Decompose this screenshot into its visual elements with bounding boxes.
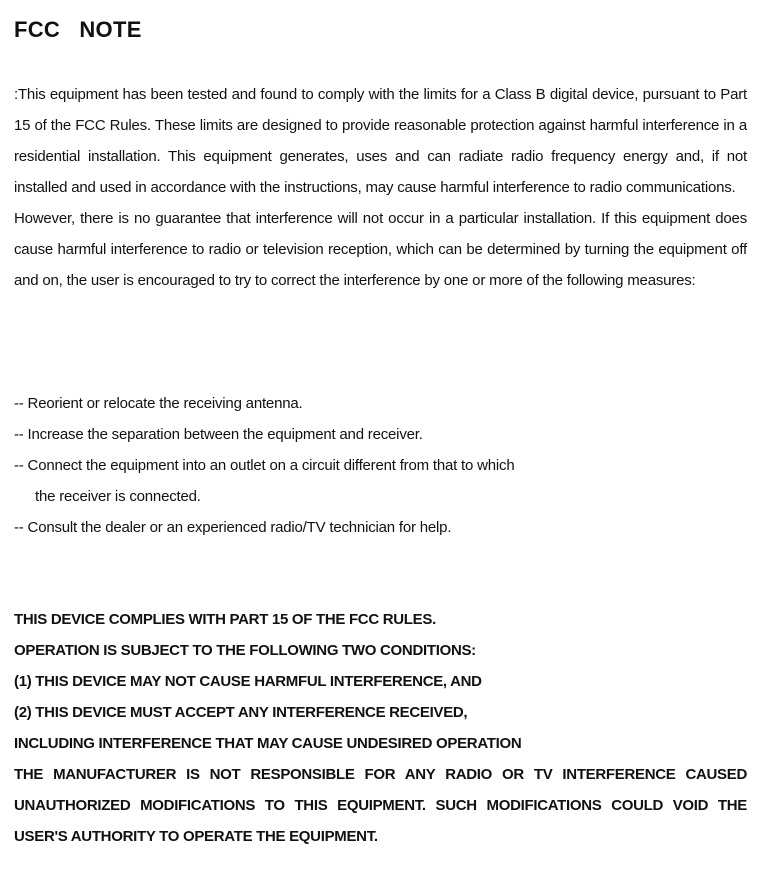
- manufacturer-disclaimer: THE MANUFACTURER IS NOT RESPONSIBLE FOR ANY RADIO OR TV INTERFERENCE CAUSED UNAUTHORIZED MODIFICATIONS TO THIS EQUIPMENT. SUCH MODIFICATIONS COULD VOID THE USER'S AUTHORITY TO OPERATE THE EQUIPMENT.: [14, 766, 747, 845]
- paragraph-testing: :This equipment has been tested and found to comply with the limits for a Class B digital device, pursuant to Part 15 of the FCC Rules. These limits are designed to provide reasonable protection against harmful interference in a residential installation. This equipment generates, uses and can radiate radio frequency energy and, if not installed and used in accordance with the instructions, may cause harmful interference to radio communications.: [14, 86, 747, 196]
- compliance-line: INCLUDING INTERFERENCE THAT MAY CAUSE UNDESIRED OPERATION: [14, 735, 522, 752]
- compliance-line: THIS DEVICE COMPLIES WITH PART 15 OF THE FCC RULES.: [14, 611, 436, 628]
- list-item-continuation: the receiver is connected.: [35, 488, 201, 505]
- list-item: -- Reorient or relocate the receiving antenna.: [14, 395, 303, 412]
- compliance-statement: [14, 604, 747, 852]
- paragraph-no-guarantee: However, there is no guarantee that interference will not occur in a particular installation. If this equipment does cause harmful interference to radio or television reception, which can be determined by turning the equipment off and on, the user is encouraged to try to correct the interference by one or more of the following measures:: [14, 210, 747, 289]
- page-title: FCC NOTE: [14, 17, 142, 42]
- fcc-statement: [14, 79, 747, 296]
- measures-list: [14, 388, 747, 543]
- compliance-line: (2) THIS DEVICE MUST ACCEPT ANY INTERFERENCE RECEIVED,: [14, 704, 468, 721]
- compliance-line: (1) THIS DEVICE MAY NOT CAUSE HARMFUL INTERFERENCE, AND: [14, 673, 482, 690]
- list-item: -- Increase the separation between the equipment and receiver.: [14, 426, 423, 443]
- compliance-line: OPERATION IS SUBJECT TO THE FOLLOWING TWO CONDITIONS:: [14, 642, 476, 659]
- list-item: -- Consult the dealer or an experienced radio/TV technician for help.: [14, 519, 452, 536]
- list-item: -- Connect the equipment into an outlet on a circuit different from that to which: [14, 457, 515, 474]
